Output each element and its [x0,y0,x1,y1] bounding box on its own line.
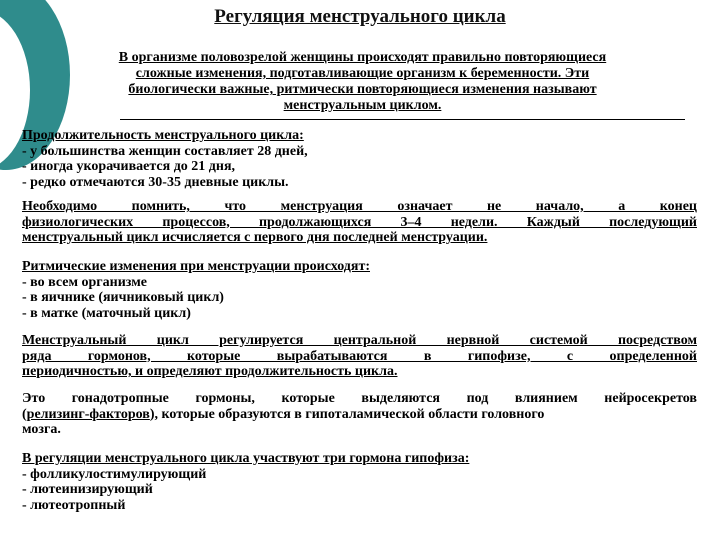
regulation-paragraph [22,333,697,380]
intro-paragraph [40,50,685,114]
list-item: - редко отмечаются 30-35 дневные циклы. [22,174,289,190]
paragraph-line: менструальный цикл исчисляется с первого дня последней менструации. [22,230,488,245]
list-item: - во всем организме [22,274,147,290]
list-item: - лютеинизирующий [22,482,153,497]
intro-line: В организме половозрелой женщины происходят правильно повторяющиеся [118,50,607,65]
paragraph-line: Необходимо помнить, что менструация означает не начало, а конец [22,199,697,214]
duration-heading: Продолжительность менструального цикла: [22,128,304,143]
list-item: - фолликулостимулирующий [22,466,207,482]
paren-open: ( [22,406,27,422]
duration-section [22,128,697,190]
rhythmic-heading: Ритмические изменения при менструации происходят: [22,259,370,274]
list-item: - иногда укорачивается до 21 дня, [22,159,236,174]
paragraph-line: Это гонадотропные гормоны, которые выделяются под влиянием нейросекретов [22,391,697,406]
paragraph-line [22,407,697,423]
rhythmic-section [22,259,697,321]
pituitary-heading: В регуляции менструального цикла участвуют три гормона гипофиза: [22,451,470,466]
paragraph-line: физиологических процессов, продолжающихся 3–4 недели. Каждый последующий [22,214,697,230]
paragraph-line: ряда гормонов, которые вырабатываются в гипофизе, с определенной [22,348,697,364]
intro-line: менструальным циклом. [283,98,442,113]
pituitary-section [22,451,697,513]
paragraph-line: Менструальный цикл регулируется центральной нервной системой посредством [22,333,697,348]
divider-line [120,119,685,120]
list-item: - лютеотропный [22,497,126,513]
list-item: - у большинства женщин составляет 28 дней, [22,143,308,159]
intro-line: биологически важные, ритмически повторяющиеся изменения называют [128,82,597,97]
paragraph-line: мозга. [22,422,61,437]
page-title: Регуляция менструального цикла [214,6,506,27]
remember-paragraph [22,199,697,246]
paragraph-text: ), которые образуются в гипоталамической области головного [149,406,545,422]
gonadotropic-paragraph [22,391,697,438]
list-item: - в матке (маточный цикл) [22,305,191,321]
intro-line: сложные изменения, подготавливающие организм к беременности. Эти [135,66,590,81]
list-item: - в яичнике (яичниковый цикл) [22,290,224,305]
releasing-factors-term: релизинг-факторов [26,406,150,422]
paragraph-line: периодичностью, и определяют продолжительность цикла. [22,364,398,379]
